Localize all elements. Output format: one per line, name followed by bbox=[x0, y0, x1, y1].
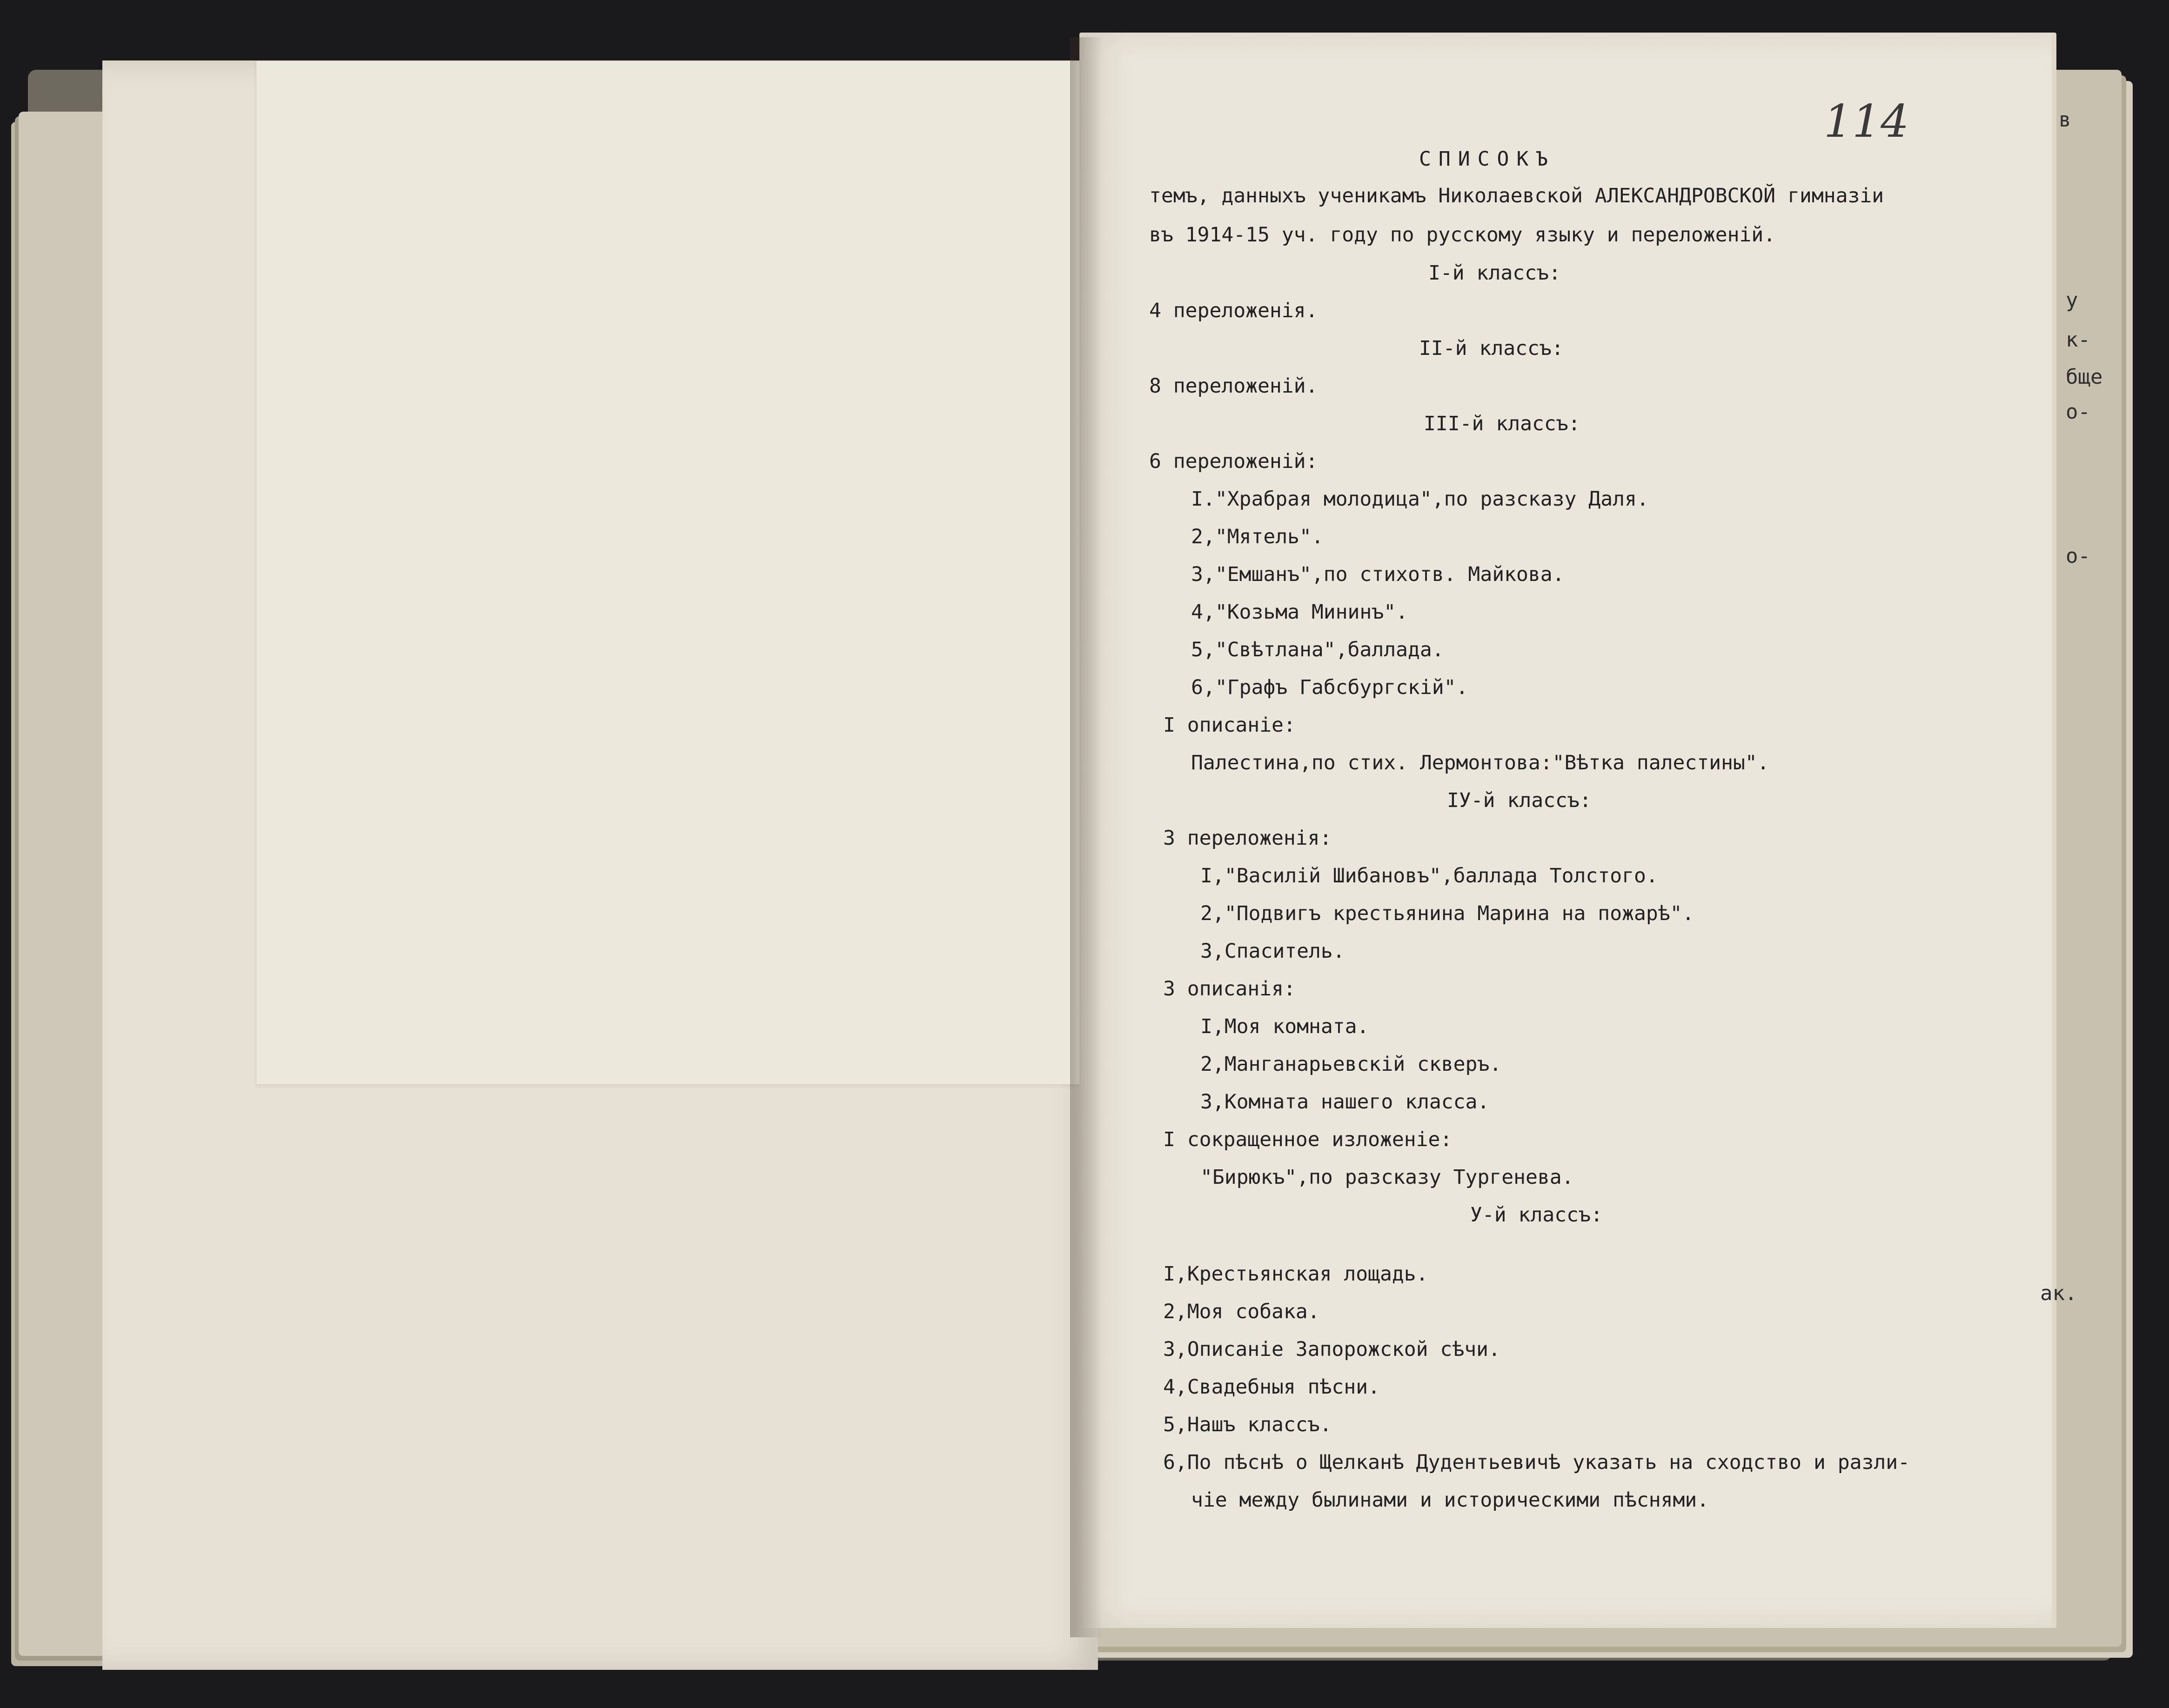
list-item: 6,"Графъ Габсбургскiй". bbox=[1191, 676, 1468, 699]
list-item: 2,Моя собака. bbox=[1163, 1300, 1320, 1323]
list-item: 4 переложенiя. bbox=[1149, 299, 1318, 322]
list-item: 4,Свадебныя пѣсни. bbox=[1163, 1375, 1380, 1399]
document-title: СПИСОКЪ bbox=[1419, 147, 1556, 171]
class-heading: II-й классъ: bbox=[1419, 337, 1564, 360]
edge-fragment: бще bbox=[2066, 365, 2103, 389]
list-item: 2,"Подвигъ крестьянина Марина на пожарѣ". bbox=[1200, 902, 1694, 925]
list-item: 6 переложенiй: bbox=[1149, 450, 1318, 473]
list-item: I сокращенное изложенiе: bbox=[1163, 1128, 1453, 1151]
edge-fragment: ак. bbox=[2040, 1281, 2077, 1305]
list-item: 6,По пѣснѣ о Щелканѣ Дудентьевичѣ указать на сходство и разли- bbox=[1163, 1451, 1910, 1474]
list-item: 3,"Емшанъ",по стихотв. Майкова. bbox=[1191, 563, 1565, 586]
class-heading: У-й классъ: bbox=[1470, 1203, 1603, 1227]
header-line: въ 1914-15 уч. году по русскому языку и переложенiй. bbox=[1149, 223, 1776, 247]
list-item: I,Моя комната. bbox=[1200, 1015, 1369, 1038]
list-item: чiе между былинами и историческими пѣснями. bbox=[1191, 1488, 1709, 1512]
list-item: 3,Комната нашего класса. bbox=[1200, 1090, 1490, 1114]
class-heading: I-й классъ: bbox=[1428, 261, 1561, 285]
header-line: темъ, данныхъ ученикамъ Николаевской АЛЕКСАНДРОВСКОЙ гимназiи bbox=[1149, 184, 1884, 207]
list-item: "Бирюкъ",по разсказу Тургенева. bbox=[1200, 1166, 1574, 1189]
list-item: I описанiе: bbox=[1163, 714, 1296, 737]
list-item: I,"Василiй Шибановъ",баллада Толстого. bbox=[1200, 864, 1658, 887]
bleed-through-text bbox=[363, 228, 1042, 740]
book-gutter bbox=[1070, 37, 1103, 1637]
edge-fragment: в bbox=[2059, 108, 2071, 132]
list-item: 3,Описанiе Запорожской сѣчи. bbox=[1163, 1338, 1500, 1361]
typed-list bbox=[1149, 142, 2042, 1519]
list-item: 3,Спаситель. bbox=[1200, 940, 1345, 963]
list-item: 3 описанiя: bbox=[1163, 977, 1296, 1001]
class-heading: III-й классъ: bbox=[1424, 412, 1580, 435]
edge-fragment: у bbox=[2066, 288, 2078, 312]
edge-fragment: о- bbox=[2066, 400, 2090, 424]
list-item: 2,Манганарьевскiй скверъ. bbox=[1200, 1053, 1502, 1076]
list-item: 8 переложенiй. bbox=[1149, 374, 1318, 398]
folio-number: 114 bbox=[1824, 95, 1909, 147]
left-page bbox=[102, 60, 1098, 1670]
list-item: I."Храбрая молодица",по разсказу Даля. bbox=[1191, 487, 1649, 511]
list-item: 4,"Козьма Мининъ". bbox=[1191, 600, 1408, 624]
list-item: 2,"Мятель". bbox=[1191, 525, 1324, 548]
list-item: 5,"Свѣтлана",баллада. bbox=[1191, 638, 1444, 661]
list-item: Палестина,по стих. Лермонтова:"Вѣтка палестины". bbox=[1191, 751, 1769, 774]
list-item: I,Крестьянская лощадь. bbox=[1163, 1262, 1428, 1286]
edge-fragment: о- bbox=[2066, 544, 2090, 568]
class-heading: IУ-й классъ: bbox=[1447, 789, 1592, 812]
list-item: 3 переложенiя: bbox=[1163, 827, 1332, 850]
edge-fragment: к- bbox=[2066, 328, 2090, 352]
list-item: 5,Нашъ классъ. bbox=[1163, 1413, 1332, 1436]
